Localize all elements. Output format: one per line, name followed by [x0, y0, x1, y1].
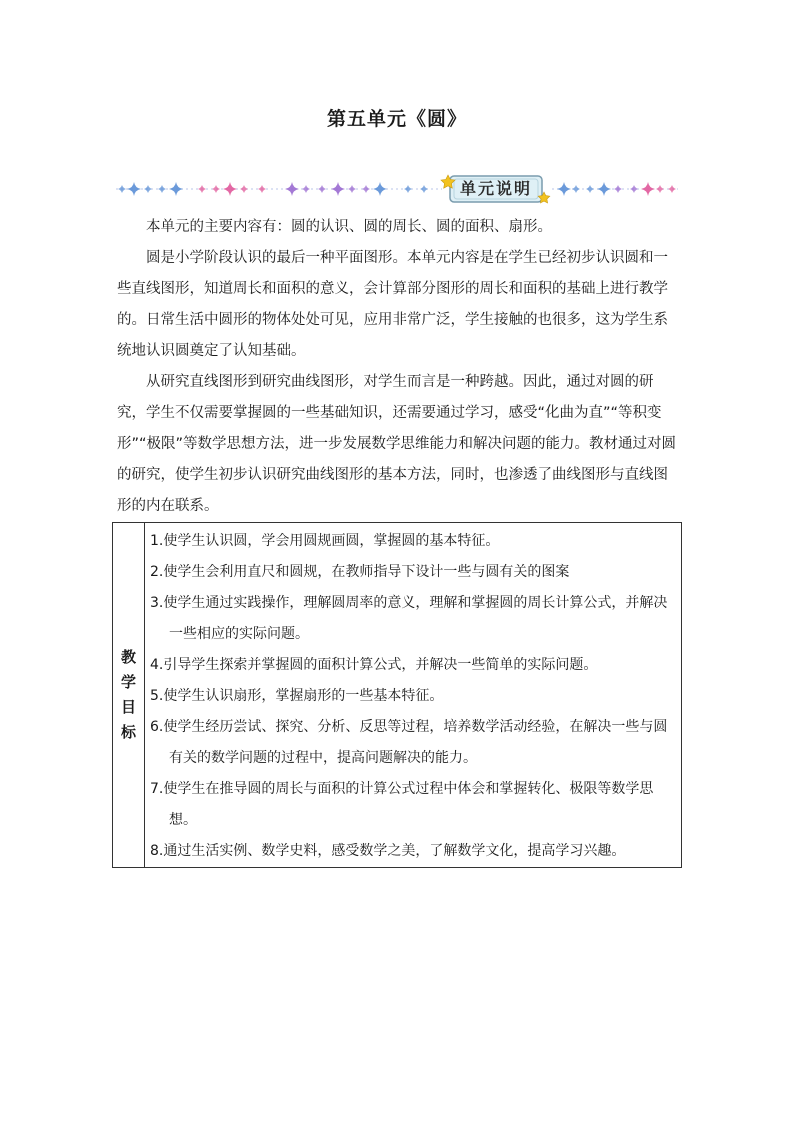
- sparkle-icon: [285, 182, 299, 196]
- sparkle-icon: [198, 185, 206, 193]
- page-title: 第五单元《圆》: [326, 108, 467, 130]
- goal-item: 7.使学生在推导圆的周长与面积的计算公式过程中体会和掌握转化、极限等数学思想。: [150, 781, 654, 828]
- goals-header-char: 标: [120, 723, 136, 741]
- sparkle-icon: [331, 182, 345, 196]
- sparkle-icon: [318, 185, 326, 193]
- paragraph-intro: [117, 212, 677, 243]
- sparkle-icon: [656, 185, 664, 193]
- sparkle-icon: [557, 182, 571, 196]
- paragraph-text: 本单元的主要内容有：圆的认识、圆的周长、圆的面积、扇形。: [146, 219, 552, 235]
- sparkle-icon: [586, 185, 594, 193]
- sparkle-icon: [144, 185, 152, 193]
- sparkle-icon: [614, 185, 622, 193]
- goals-content-cell: [145, 523, 682, 868]
- sparkle-icon: [420, 185, 428, 193]
- goal-item: 5.使学生认识扇形，掌握扇形的一些基本特征。: [150, 688, 444, 704]
- sparkle-icon: [630, 185, 638, 193]
- paragraph-text: 从研究直线图形到研究曲线图形，对学生而言是一种跨越。因此，通过对圆的研究，学生不仅需要掌握圆的一些基础知识，还需要通过学习，感受“化曲为直”“等积变形”“极限”等数学思想方法，进一步发展数学思维能力和解决问题的能力。教材通过对圆的研究，使学生初步认识研究曲线图形的基本方法，同时，也渗透了曲线图形与直线图形的内在联系。: [117, 374, 677, 514]
- sparkle-icon: [240, 185, 248, 193]
- sparkle-icon: [668, 185, 676, 193]
- goal-item: 1.使学生认识圆，学会用圆规画圆，掌握圆的基本特征。: [150, 533, 500, 549]
- goals-header-char: 目: [120, 698, 136, 716]
- paragraph-background: [117, 243, 677, 367]
- goals-header-char: 学: [120, 673, 136, 691]
- goal-item: 2.使学生会利用直尺和圆规，在教师指导下设计一些与圆有关的图案: [150, 564, 570, 580]
- sparkle-icon: [212, 185, 220, 193]
- sparkle-icon: [572, 185, 580, 193]
- sparkle-icon: [362, 185, 370, 193]
- sparkle-icon: [127, 182, 141, 196]
- sparkle-icon: [597, 182, 611, 196]
- sparkle-icon: [158, 185, 166, 193]
- goal-list: [145, 523, 681, 867]
- sparkle-divider-decoration: [112, 172, 682, 206]
- goal-item: 8.通过生活实例、数学史料，感受数学之美，了解数学文化，提高学习兴趣。: [150, 843, 626, 859]
- goal-item: 3.使学生通过实践操作，理解圆周率的意义，理解和掌握圆的周长计算公式，并解决一些相应的实际问题。: [150, 595, 668, 642]
- sparkle-icon: [641, 182, 655, 196]
- goals-header-char: 教: [120, 648, 136, 666]
- paragraph-text: 圆是小学阶段认识的最后一种平面图形。本单元内容是在学生已经初步认识圆和一些直线图形，知道周长和面积的意义，会计算部分图形的周长和面积的基础上进行教学的。日常生活中圆形的物体处处可见，应用非常广泛，学生接触的也很多，这为学生系统地认识圆奠定了认知基础。: [117, 250, 668, 359]
- sparkle-icon: [223, 182, 237, 196]
- teaching-goals-table: [112, 522, 682, 868]
- goals-header-cell: [113, 523, 145, 868]
- sparkle-icon: [302, 185, 310, 193]
- sparkle-icon: [373, 182, 387, 196]
- goal-item: 6.使学生经历尝试、探究、分析、反思等过程，培养数学活动经验，在解决一些与圆有关的数学问题的过程中，提高问题解决的能力。: [150, 719, 668, 766]
- section-banner: [112, 172, 682, 206]
- banner-label: 单元说明: [459, 179, 532, 198]
- paragraph-significance: [117, 367, 677, 522]
- goal-item: 4.引导学生探索并掌握圆的面积计算公式，并解决一些简单的实际问题。: [150, 657, 598, 673]
- sparkle-icon: [348, 185, 356, 193]
- sparkle-icon: [118, 185, 126, 193]
- sparkle-icon: [169, 182, 183, 196]
- sparkle-icon: [258, 185, 266, 193]
- sparkle-icon: [404, 185, 412, 193]
